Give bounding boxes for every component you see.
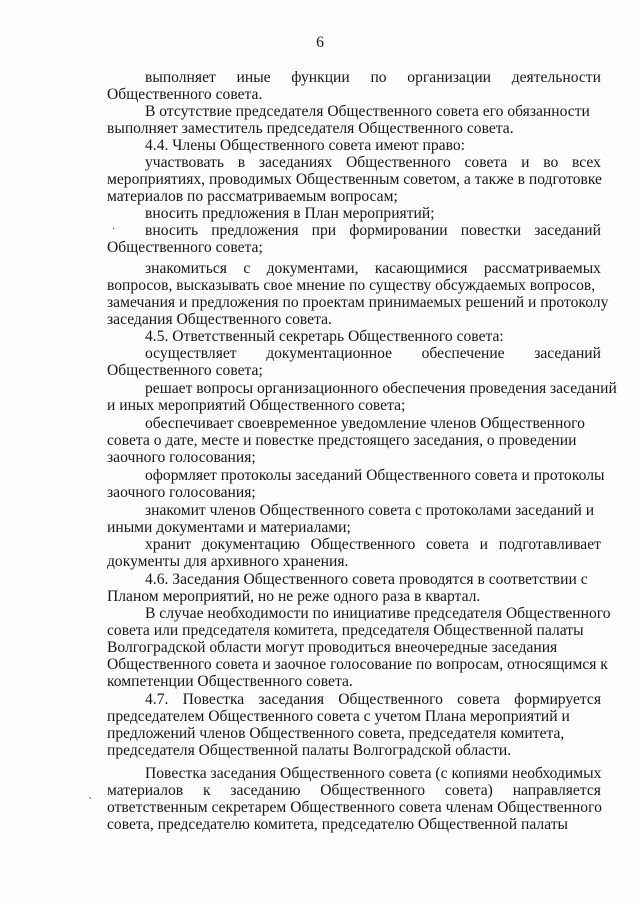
text-line: материалов по рассматриваемым вопросам; (107, 188, 398, 205)
text-line: компетенции Общественного совета. (107, 673, 353, 690)
paragraph (107, 260, 609, 328)
text-line: решает вопросы организационного обеспечения проведения заседаний (145, 380, 617, 397)
text-line: 4.4. Члены Общественного совета имеют право: (145, 137, 465, 154)
text-line: материалов к заседанию Общественного совета) направляется (107, 782, 601, 799)
text-line: Волгоградской области могут проводиться внеочередные заседания (107, 639, 558, 656)
paragraph (107, 205, 601, 222)
text-line: вносить предложения в План мероприятий; (145, 205, 435, 222)
text-line: знакомиться с документами, касающимися рассматриваемых (145, 260, 601, 277)
text-line: участвовать в заседаниях Общественного совета и во всех (145, 154, 601, 171)
paragraph (107, 536, 601, 570)
text-line: мероприятиях, проводимых Общественным советом, а также в подготовке (107, 171, 602, 188)
paragraph (107, 69, 601, 103)
paragraph (107, 571, 601, 605)
text-line: обеспечивает своевременное уведомление членов Общественного (145, 415, 585, 432)
text-line: заседания Общественного совета. (107, 311, 332, 328)
text-line: председателя Общественной палаты Волгоградской области. (107, 742, 512, 759)
text-line: 4.7. Повестка заседания Общественного совета формируется (145, 691, 601, 708)
paragraph (107, 691, 601, 759)
paragraph (107, 380, 617, 414)
scan-speck: · (112, 224, 116, 235)
text-line: выполняет заместитель председателя Общественного совета. (107, 120, 514, 137)
text-line: вносить предложения при формировании повестки заседаний (145, 222, 601, 239)
text-line: совета, председателю комитета, председателю Общественной палаты (107, 816, 569, 833)
text-line: Общественного совета; (107, 239, 263, 256)
text-line: иными документами и материалами; (107, 519, 351, 536)
text-line: 4.5. Ответственный секретарь Общественного совета: (145, 328, 504, 345)
text-line: осуществляет документационное обеспечение заседаний (145, 345, 601, 362)
text-line: Общественного совета; (107, 362, 263, 379)
text-line: заочного голосования; (107, 449, 256, 466)
paragraph (107, 345, 601, 379)
text-line: выполняет иные функции по организации деятельности (145, 69, 601, 86)
page-number: 6 (316, 34, 324, 51)
text-line: оформляет протоколы заседаний Общественного совета и протоколы (145, 467, 605, 484)
paragraph (107, 222, 601, 256)
paragraph (107, 328, 601, 345)
text-line: Общественного совета и заочное голосование по вопросам, относящимся к (107, 656, 608, 673)
text-line: заочного голосования; (107, 484, 256, 501)
scan-speck: ˋ (88, 797, 93, 808)
paragraph (107, 103, 601, 137)
paragraph (107, 467, 605, 501)
text-line: Повестка заседания Общественного совета (с копиями необходимых (145, 765, 602, 782)
text-line: 4.6. Заседания Общественного совета проводятся в соответствии с (145, 571, 588, 588)
text-line: хранит документацию Общественного совета и подготавливает (145, 536, 601, 553)
text-line: Общественного совета. (107, 86, 263, 103)
text-line: Планом мероприятий, но не реже одного раза в квартал. (107, 588, 481, 605)
paragraph (107, 415, 601, 466)
text-line: ответственным секретарем Общественного совета членам Общественного (107, 799, 602, 816)
text-line: документы для архивного хранения. (107, 553, 349, 570)
text-line: вопросов, высказывать свое мнение по существу обсуждаемых вопросов, (107, 277, 596, 294)
paragraph (107, 137, 601, 154)
text-line: совета или председателя комитета, председателя Общественной палаты (107, 622, 584, 639)
paragraph (107, 765, 601, 833)
text-line: знакомит членов Общественного совета с протоколами заседаний и (145, 502, 595, 519)
text-line: предложений членов Общественного совета, председателя комитета, (107, 725, 565, 742)
text-line: и иных мероприятий Общественного совета; (107, 397, 406, 414)
text-line: замечания и предложения по проектам принимаемых решений и протоколу (107, 294, 609, 311)
text-line: председателем Общественного совета с учетом Плана мероприятий и (107, 708, 570, 725)
paragraph (107, 605, 611, 690)
text-line: В случае необходимости по инициативе председателя Общественного (145, 605, 611, 622)
text-line: В отсутствие председателя Общественного совета его обязанности (145, 103, 590, 120)
text-line: совета о дате, месте и повестке предстоящего заседания, о проведении (107, 432, 577, 449)
paragraph (107, 502, 601, 536)
paragraph (107, 154, 601, 205)
